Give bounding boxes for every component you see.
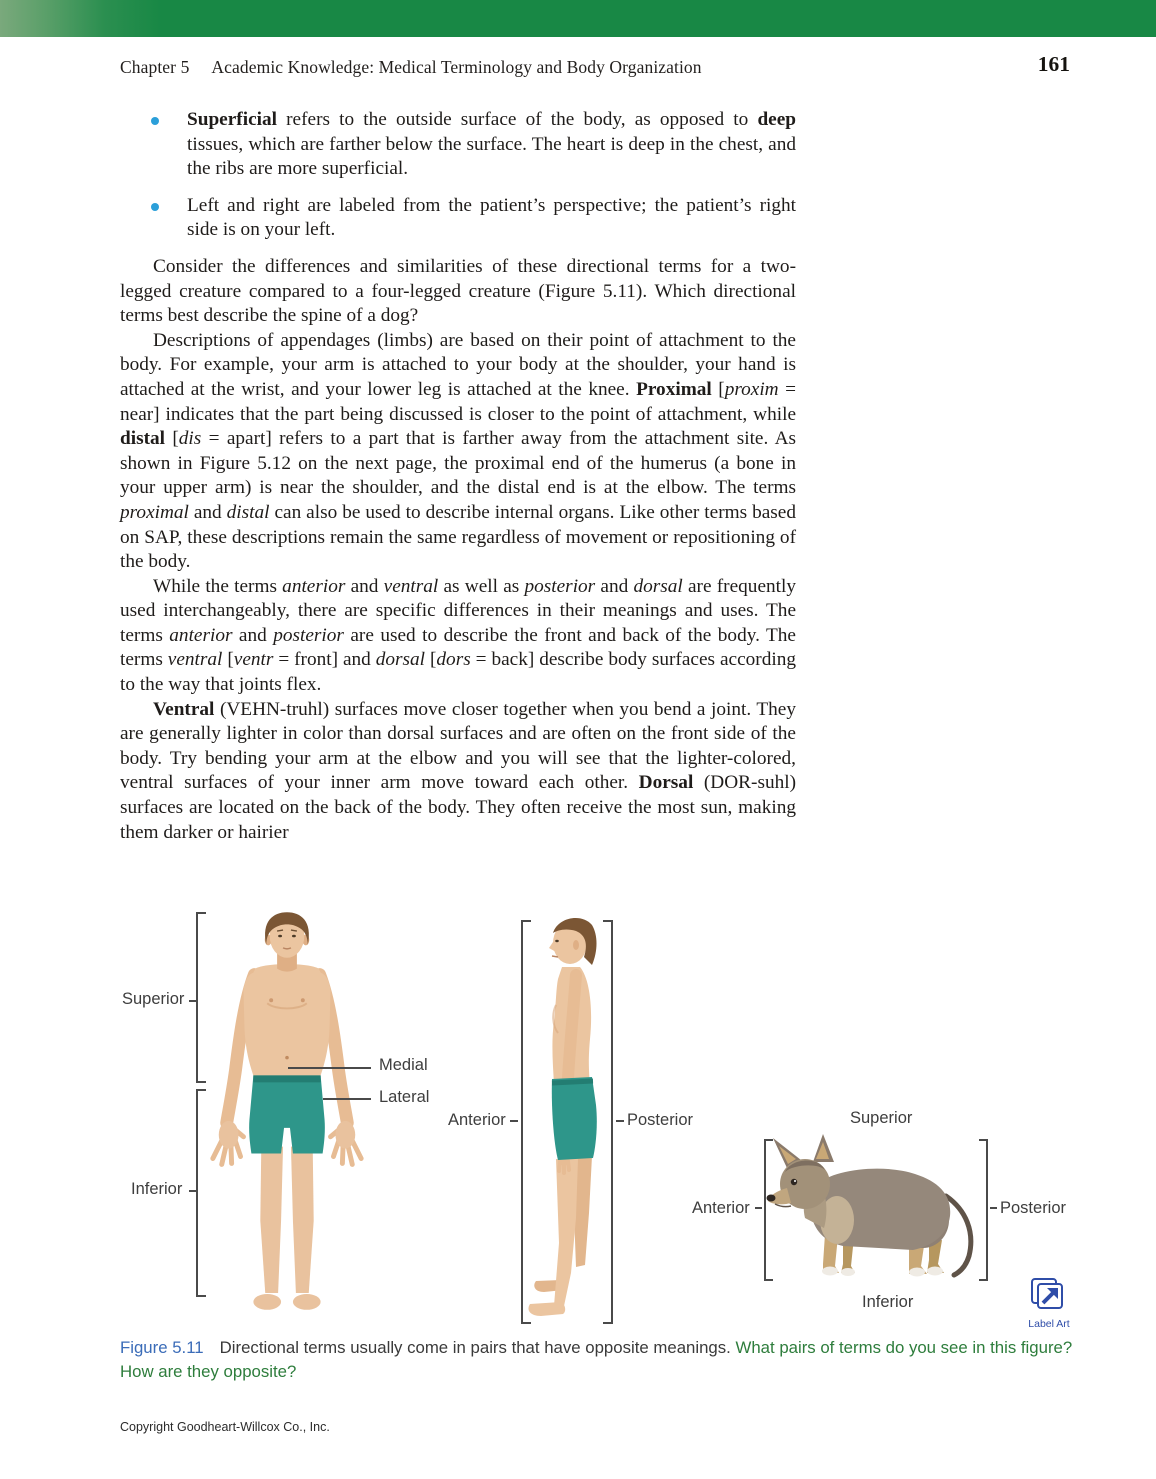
bullet-text: Superficial refers to the outside surface of the body, as opposed to deep tissues, which are farther below the surface. The heart is deep in the chest, and the ribs are more superficial. bbox=[187, 109, 796, 180]
bracket-line bbox=[196, 912, 198, 1083]
caption-question: What pairs of terms do you see in this figure? How are they opposite? bbox=[120, 1338, 1073, 1381]
bracket-cap bbox=[979, 1139, 988, 1141]
page-title: Academic Knowledge: Medical Terminology and Body Organization bbox=[211, 57, 702, 77]
bracket-line bbox=[986, 1139, 988, 1281]
label-anterior-side: Anterior bbox=[448, 1111, 506, 1129]
label-inferior-front: Inferior bbox=[131, 1180, 183, 1198]
label-medial: Medial bbox=[379, 1056, 428, 1074]
bracket-cap bbox=[196, 1089, 206, 1091]
bracket-cap bbox=[196, 1295, 206, 1297]
label-posterior-dog: Posterior bbox=[1000, 1199, 1067, 1217]
label-anterior-dog: Anterior bbox=[692, 1199, 750, 1217]
bullet-item-left-right bbox=[120, 194, 796, 243]
bracket-line bbox=[611, 920, 613, 1324]
bullet-item-superficial bbox=[120, 108, 796, 182]
medial-pointer-line bbox=[288, 1067, 371, 1069]
paragraph: Descriptions of appendages (limbs) are based on their point of attachment to the body. For example, your arm is attached to your body at the shoulder, your hand is attached at the wrist, and your lower leg is attached at the knee. Proximal [proxim = near] indicates that the part being discussed is closer to the point of attachment, while distal [dis = apart] refers to a part that is farther away from the attachment site. As shown in Figure 5.12 on the next page, the proximal end of the humerus (a bone in your upper arm) is near the shoulder, and the distal end is at the elbow. The terms proximal and distal can also be used to describe internal organs. Like other terms based on SAP, these descriptions remain the same regardless of movement or repositioning of the body. bbox=[120, 329, 796, 573]
label-tick bbox=[510, 1120, 518, 1122]
header-green-bar bbox=[0, 0, 1156, 37]
label-posterior-side: Posterior bbox=[627, 1111, 694, 1129]
copyright-line: Copyright Goodheart-Willcox Co., Inc. bbox=[120, 1420, 330, 1434]
lateral-pointer-line bbox=[323, 1098, 371, 1100]
label-art-button[interactable] bbox=[1024, 1276, 1074, 1330]
bracket-cap bbox=[196, 912, 206, 914]
label-inferior-dog: Inferior bbox=[862, 1293, 914, 1311]
dog-illustration bbox=[763, 1134, 988, 1282]
label-art-icon bbox=[1029, 1299, 1069, 1316]
label-tick bbox=[189, 1190, 196, 1192]
paragraph: Ventral (VEHN-truhl) surfaces move closer together when you bend a joint. They are generally lighter in color than dorsal surfaces and are often on the front side of the body. Try bending your arm at the elbow and you will see that the lighter-colored, ventral surfaces of your inner arm move toward each other. Dorsal (DOR-suhl) surfaces are located on the back of the body. They often receive the most sun, making them darker or hairier bbox=[120, 698, 797, 843]
side-view-man-illustration bbox=[518, 913, 618, 1325]
bullet-icon bbox=[151, 203, 159, 211]
paragraph: While the terms anterior and ventral as well as posterior and dorsal are frequently used interchangeably, there are specific differences in their meanings and uses. The terms anterior and posterior are used to describe the front and back of the body. The terms ventral [ventr = front] and dorsal [dors = back] describe body surfaces according to the way that joints flex. bbox=[120, 575, 796, 696]
bracket-line bbox=[196, 1089, 198, 1297]
bracket-cap bbox=[979, 1279, 988, 1281]
page-number: 161 bbox=[1037, 52, 1070, 76]
bracket-cap bbox=[196, 1081, 206, 1083]
bracket-line bbox=[764, 1139, 766, 1281]
bullet-text: Left and right are labeled from the patient’s perspective; the patient’s right side is on your left. bbox=[187, 194, 796, 241]
label-superior-front: Superior bbox=[122, 990, 185, 1008]
running-head bbox=[120, 57, 1040, 78]
bracket-line bbox=[521, 920, 523, 1324]
bracket-cap bbox=[603, 920, 613, 922]
label-tick bbox=[616, 1120, 624, 1122]
bracket-cap bbox=[764, 1279, 773, 1281]
bracket-cap bbox=[603, 1322, 613, 1324]
figure-number: Figure 5.11 bbox=[120, 1338, 204, 1357]
bullet-icon bbox=[151, 117, 159, 125]
front-view-man-illustration bbox=[198, 906, 376, 1322]
bracket-cap bbox=[521, 920, 531, 922]
label-tick bbox=[189, 1000, 196, 1002]
figure-caption bbox=[120, 1336, 1080, 1384]
chapter-label: Chapter 5 bbox=[120, 57, 190, 77]
label-lateral: Lateral bbox=[379, 1088, 430, 1106]
label-tick bbox=[990, 1207, 997, 1209]
label-superior-dog: Superior bbox=[850, 1109, 913, 1127]
bracket-cap bbox=[521, 1322, 531, 1324]
paragraph: Consider the differences and similarities of these directional terms for a two-legged creature compared to a four-legged creature (Figure 5.11). Which directional terms best describe the spine of a dog? bbox=[120, 255, 796, 327]
body-text-column bbox=[120, 108, 796, 845]
bracket-cap bbox=[764, 1139, 773, 1141]
label-tick bbox=[755, 1207, 762, 1209]
label-art-label: Label Art bbox=[1028, 1318, 1070, 1330]
caption-statement: Directional terms usually come in pairs that have opposite meanings. bbox=[219, 1338, 731, 1357]
